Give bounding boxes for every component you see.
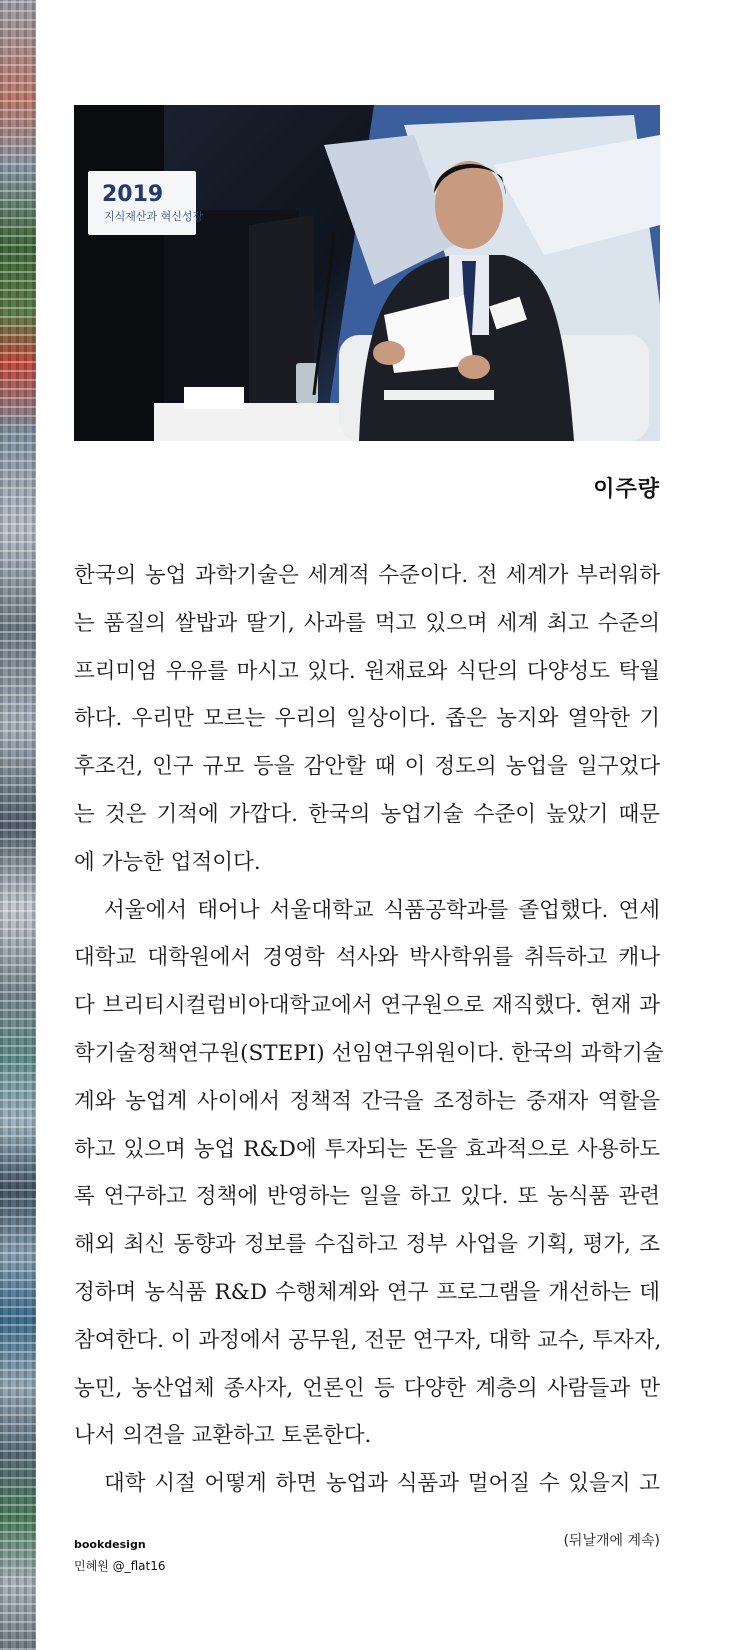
design-credit <box>74 1538 165 1574</box>
bio-line: 해외 최신 동향과 정보를 수집하고 정부 사업을 기획, 평가, 조 <box>74 1232 660 1258</box>
bio-line: 후조건, 인구 규모 등을 감안할 때 이 정도의 농업을 일구었다 <box>74 754 660 780</box>
author-portrait-photo <box>74 105 660 441</box>
bio-line: 하다. 우리만 모르는 우리의 일상이다. 좁은 농지와 열악한 기 <box>74 706 660 732</box>
bio-line: 계와 농업계 사이에서 정책적 간극을 조정하는 중재자 역할을 <box>74 1088 660 1114</box>
sign-title: 지식재산과 혁신성장 <box>104 210 204 223</box>
bio-line: 프리미엄 우유를 마시고 있다. 원재료와 식단의 다양성도 탁월 <box>74 658 660 684</box>
bio-line: 학기술정책연구원(STEPI) 선임연구위원이다. 한국의 과학기술 <box>74 1040 664 1066</box>
bio-line: 다 브리티시컬럼비아대학교에서 연구원으로 재직했다. 현재 과 <box>74 993 660 1019</box>
bio-line: 대학교 대학원에서 경영학 석사와 박사학위를 취득하고 캐나 <box>74 945 660 971</box>
bio-line: 는 품질의 쌀밥과 딸기, 사과를 먹고 있으며 세계 최고 수준의 <box>74 610 660 636</box>
designer-name: 민혜원 @_flat16 <box>74 1559 166 1573</box>
bio-line: 한국의 농업 과학기술은 세계적 수준이다. 전 세계가 부러워하 <box>74 563 660 588</box>
author-name-caption: 이주량 <box>593 477 660 502</box>
bio-line: 나서 의견을 교환하고 토론한다. <box>74 1423 372 1449</box>
continued-note: (뒤날개에 계속) <box>563 1533 660 1549</box>
cityscape-photo-strip <box>0 0 36 1650</box>
bio-line: 정하며 농식품 R&D 수행체계와 연구 프로그램을 개선하는 데 <box>74 1279 660 1305</box>
author-bio-text <box>74 552 664 1508</box>
bio-line: 서울에서 태어나 서울대학교 식품공학과를 졸업했다. 연세 <box>104 897 660 923</box>
bio-line: 하고 있으며 농업 R&D에 투자되는 돈을 효과적으로 사용하도 <box>74 1136 660 1162</box>
bio-line: 에 가능한 업적이다. <box>74 849 261 875</box>
bio-line: 농민, 농산업체 종사자, 언론인 등 다양한 계층의 사람들과 만 <box>74 1375 660 1401</box>
bio-line: 참여한다. 이 과정에서 공무원, 전문 연구자, 대학 교수, 투자자, <box>74 1327 662 1353</box>
credit-label: bookdesign <box>74 1538 146 1551</box>
bio-line: 는 것은 기적에 가깝다. 한국의 농업기술 수준이 높았기 때문 <box>74 801 660 827</box>
bio-line: 록 연구하고 정책에 반영하는 일을 하고 있다. 또 농식품 관련 <box>74 1184 660 1210</box>
sign-year: 2019 <box>102 182 164 207</box>
bio-line: 대학 시절 어떻게 하면 농업과 식품과 멀어질 수 있을지 고 <box>104 1471 660 1497</box>
